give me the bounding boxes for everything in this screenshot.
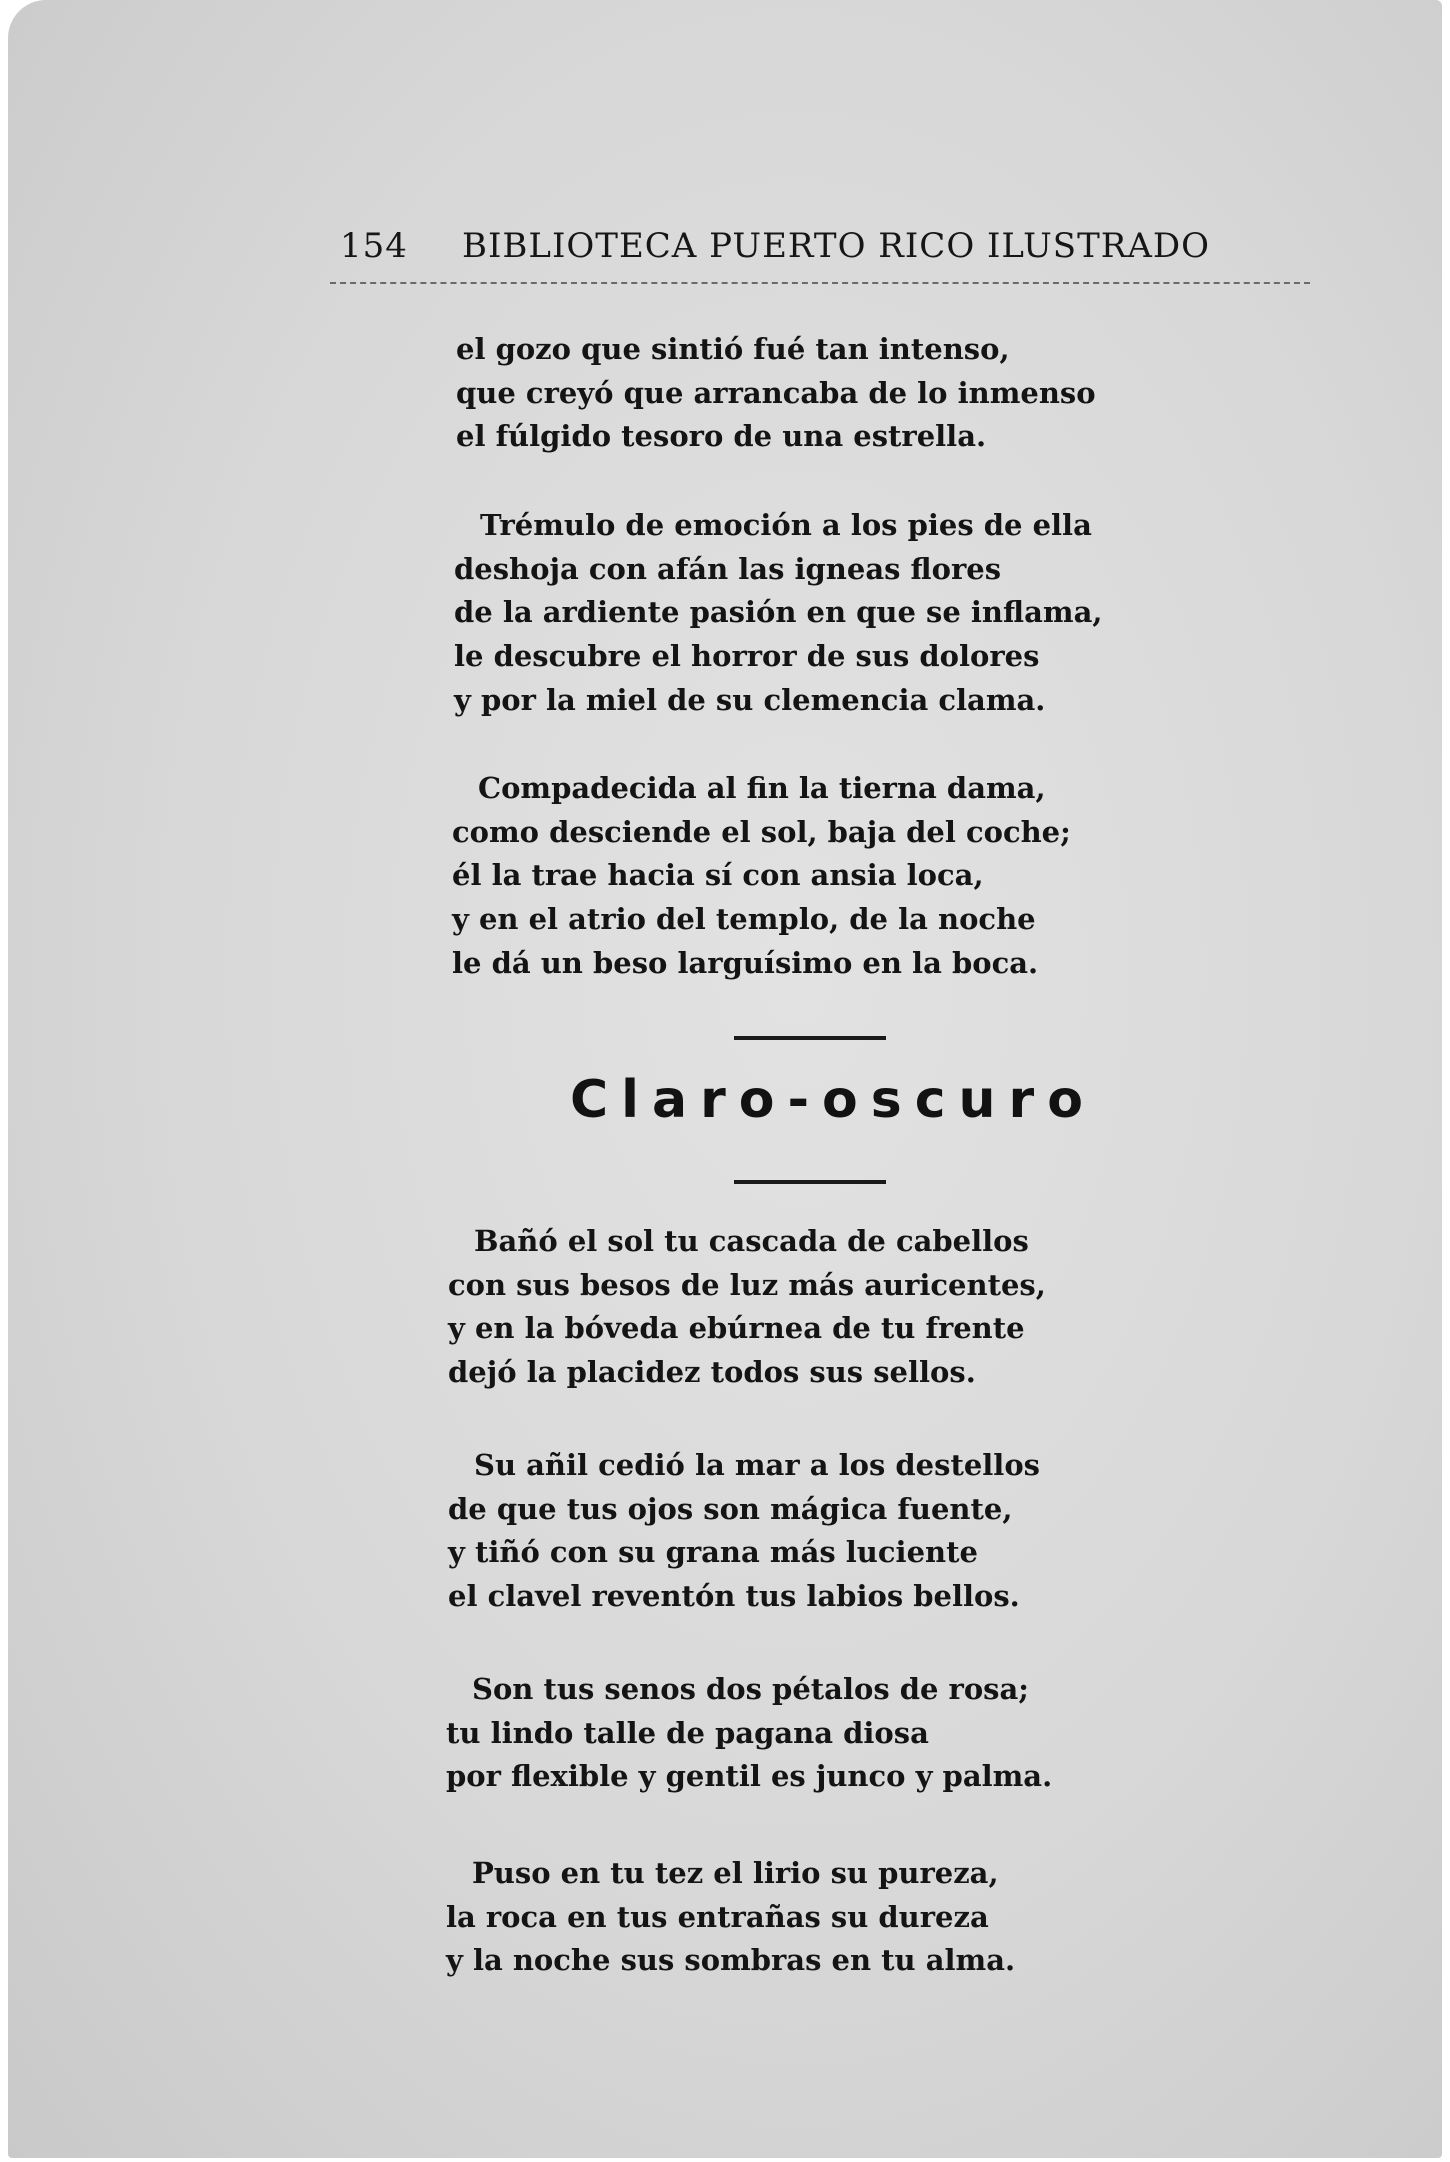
verse-line: Compadecida al fin la tierna dama, <box>478 771 1046 805</box>
stanza <box>448 1220 1046 1395</box>
verse-line: la roca en tus entrañas su dureza <box>446 1899 989 1934</box>
verse-line: deshoja con afán las igneas flores <box>454 551 1002 586</box>
verse-line: Su añil cedió la mar a los destellos <box>474 1448 1040 1482</box>
verse-line: y la noche sus sombras en tu alma. <box>446 1943 1016 1978</box>
verse-line: por flexible y gentil es junco y palma. <box>446 1759 1053 1794</box>
poem-title: Claro-oscuro <box>570 1070 1096 1130</box>
book-page <box>8 0 1442 2158</box>
verse-line: y tiñó con su grana más luciente <box>448 1535 978 1570</box>
verse-line: el gozo que sintió fué tan intenso, <box>456 332 1010 366</box>
verse-line: él la trae hacia sí con ansia loca, <box>452 858 984 893</box>
verse-line: tu lindo talle de pagana diosa <box>446 1715 929 1750</box>
verse-line: de que tus ojos son mágica fuente, <box>448 1491 1013 1526</box>
verse-line: le dá un beso larguísimo en la boca. <box>452 945 1039 980</box>
verse-line: el fúlgido tesoro de una estrella. <box>456 419 987 454</box>
verse-line: Bañó el sol tu cascada de cabellos <box>474 1224 1029 1258</box>
ornament-rule-top <box>734 1036 886 1040</box>
verse-line: el clavel reventón tus labios bellos. <box>448 1579 1020 1614</box>
page-number: 154 <box>340 226 408 266</box>
verse-line: y en el atrio del templo, de la noche <box>452 902 1036 937</box>
verse-line: Puso en tu tez el lirio su pureza, <box>472 1856 999 1890</box>
stanza <box>454 504 1102 722</box>
stanza <box>452 767 1071 985</box>
verse-line: dejó la placidez todos sus sellos. <box>448 1355 976 1390</box>
verse-line: como desciende el sol, baja del coche; <box>452 814 1071 849</box>
header-title: BIBLIOTECA PUERTO RICO ILUSTRADO <box>462 226 1211 266</box>
verse-line: le descubre el horror de sus dolores <box>454 639 1040 674</box>
stanza <box>446 1852 1015 1983</box>
verse-line: con sus besos de luz más auricentes, <box>448 1267 1046 1302</box>
verse-line: Trémulo de emoción a los pies de ella <box>480 508 1092 542</box>
stanza <box>456 328 1096 459</box>
stanza <box>446 1668 1052 1799</box>
verse-line: Son tus senos dos pétalos de rosa; <box>472 1672 1030 1706</box>
verse-line: y por la miel de su clemencia clama. <box>454 682 1046 717</box>
ornament-rule-bottom <box>734 1180 886 1184</box>
verse-line: de la ardiente pasión en que se inflama, <box>454 595 1103 630</box>
stanza <box>448 1444 1040 1619</box>
running-head <box>340 226 1270 272</box>
verse-line: y en la bóveda ebúrnea de tu frente <box>448 1311 1025 1346</box>
header-rule <box>330 282 1310 284</box>
verse-line: que creyó que arrancaba de lo inmenso <box>456 375 1096 410</box>
